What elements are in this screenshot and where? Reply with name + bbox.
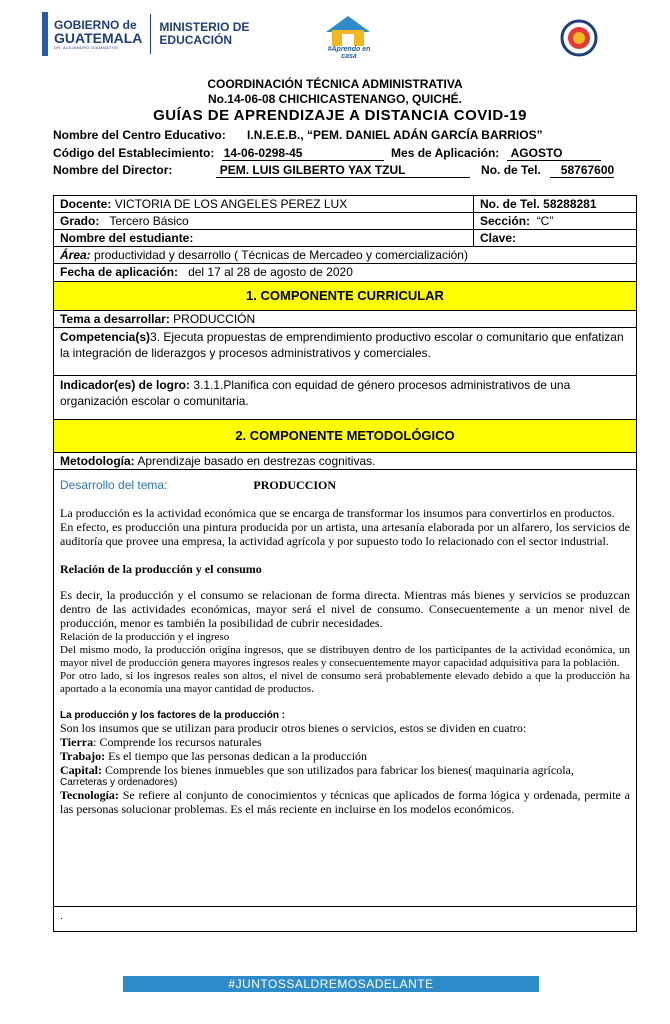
competencia-label: Competencia(s)	[60, 330, 151, 344]
tema-value: PRODUCCIÓN	[173, 312, 256, 326]
director-tel-label: No. de Tel.	[481, 163, 541, 177]
guide-table	[53, 195, 637, 932]
competencia-row	[54, 328, 636, 376]
grado-label: Grado:	[60, 214, 100, 228]
componente-curricular-header: 1. COMPONENTE CURRICULAR	[54, 282, 636, 311]
director-value: PEM. LUIS GILBERTO YAX TZUL	[216, 163, 470, 178]
desarrollo-label: Desarrollo del tema:	[60, 478, 168, 492]
tecnologia-line	[60, 788, 630, 816]
paragraph-4: Del mismo modo, la producción origina ingresos, que se distribuyen dentro de los participantes de la actividad económica, un mayor nivel de producción genera mayores ingresos reales y consecuentemente mayor capacidad adquisitiva para la población.	[60, 644, 630, 669]
dot: .	[60, 911, 63, 922]
empty-row	[54, 907, 636, 931]
paragraph-3: Es decir, la producción y el consumo se relacionan de forma directa. Mientras más bienes y servicios se produzcan dentro de las actividades económicas, mayor será el nivel de consumo. Consecuentemente a un menor nivel de producción, menor es también la posibilidad de cubrir necesidades.	[60, 588, 630, 630]
capital-value: Comprende los bienes inmuebles que son utilizados para fabricar los bienes( maquinaria agrícola,	[102, 763, 574, 777]
grado-value: Tercero Básico	[109, 214, 189, 228]
docente-label: Docente:	[60, 197, 112, 211]
gov-line2: GUATEMALA	[54, 29, 143, 46]
trabajo-value: Es el tiempo que las personas dedican a la producción	[105, 749, 368, 763]
content-heading: PRODUCCION	[253, 478, 337, 492]
estudiante-row	[54, 230, 636, 247]
logo-separator	[150, 14, 151, 54]
capital-label: Capital:	[60, 763, 102, 777]
tecnologia-value: Se refiere al conjunto de conocimientos y técnicas que aplicados de forma lógica y ordenada, permite a las personas solucionar problemas. Es el más reciente en incluirse en los modelos económicos.	[60, 788, 630, 816]
director-tel-value: 58767600	[550, 163, 614, 178]
docente-value: VICTORIA DE LOS ANGELES PEREZ LUX	[114, 197, 348, 211]
footer-banner: #JUNTOSSALDREMOSADELANTE	[123, 976, 539, 992]
subheading-ingreso: Relación de la producción y el ingreso	[60, 631, 230, 643]
doc-tel-label: No. de Tel.	[480, 197, 540, 211]
subheading-consumo: Relación de la producción y el consumo	[60, 562, 262, 576]
capital-line	[60, 763, 630, 777]
aprendo-en-casa-logo	[320, 14, 376, 62]
indicador-row	[54, 376, 636, 420]
docente-row	[54, 196, 636, 213]
metodologia-value: Aprendizaje basado en destrezas cognitivas.	[137, 454, 376, 468]
tema-row	[54, 311, 636, 328]
fecha-label: Fecha de aplicación:	[60, 265, 179, 279]
gobierno-logo	[42, 12, 249, 56]
tierra-value: : Comprende los recursos naturales	[93, 735, 262, 749]
tema-label: Tema a desarrollar:	[60, 312, 170, 326]
metodologia-row	[54, 453, 636, 470]
tecnologia-label: Tecnología:	[60, 788, 119, 802]
grado-row	[54, 213, 636, 230]
title-coordinacion: COORDINACIÓN TÉCNICA ADMINISTRATIVA	[207, 77, 463, 91]
school-seal-icon	[560, 18, 598, 58]
metodologia-label: Metodología:	[60, 454, 135, 468]
fecha-value: del 17 al 28 de agosto de 2020	[188, 265, 353, 279]
estudiante-label: Nombre del estudiante:	[60, 231, 194, 245]
centro-row	[53, 128, 543, 142]
codigo-row	[53, 146, 601, 161]
centro-label: Nombre del Centro Educativo:	[53, 128, 226, 142]
centro-value: I.N.E.E.B., “PEM. DANIEL ADÁN GARCÍA BARRIOS”	[247, 128, 543, 142]
content-area	[54, 470, 636, 907]
area-row	[54, 247, 636, 264]
director-row	[53, 163, 614, 178]
indicador-label: Indicador(es) de logro:	[60, 378, 191, 392]
title-guias: GUÍAS DE APRENDIZAJE A DISTANCIA COVID-19	[153, 107, 527, 124]
indicador-value: 3.1.1.Planifica con equidad de género procesos administrativos de una organización escolar o comunitaria.	[60, 378, 571, 408]
doc-tel-value: 58288281	[543, 197, 597, 211]
paragraph-1: La producción es la actividad económica que se encarga de transformar los insumos para convertirlos en productos.	[60, 506, 615, 520]
seccion-value: “C”	[536, 214, 554, 228]
gov-line1: GOBIERNO de	[54, 17, 137, 32]
tierra-line	[60, 735, 630, 749]
mes-value: AGOSTO	[507, 146, 601, 161]
tierra-label: Tierra	[60, 735, 94, 749]
paragraph-2: En efecto, es producción una pintura producida por un artista, una artesanía elaborada por un alfarero, los servicios de auditoría que provee una empresa, la actividad agrícola y por supuesto todo lo relacionado con el sector industrial.	[60, 520, 630, 548]
paragraph-6: Son los insumos que se utilizan para producir otros bienes o servicios, estos se dividen en cuatro:	[60, 721, 527, 735]
trabajo-label: Trabajo:	[60, 749, 106, 763]
gov-logo-bar	[42, 12, 48, 56]
competencia-value: 3. Ejecuta propuestas de emprendimiento productivo escolar o comunitario que enfatizan la integración de liderazgos y procesos administrativos y comerciales.	[60, 330, 624, 360]
ministry-line2: EDUCACIÓN	[159, 33, 233, 47]
title-numero: No.14-06-08 CHICHICASTENANGO, QUICHÉ.	[207, 92, 463, 106]
capital-extra: Carreteras y ordenadores)	[60, 777, 178, 788]
paragraph-5: Por otro lado, si los ingresos reales son altos, el nivel de consumo será probablemente elevado debido a que la producción ha aportado a la economía una mayor cantidad de productos.	[60, 670, 630, 695]
clave-label: Clave:	[480, 231, 517, 245]
area-label: Área:	[60, 248, 91, 262]
codigo-value: 14-06-0298-45	[222, 146, 384, 161]
gov-sub: DR. ALEJANDRO GIAMMATTEI	[54, 44, 119, 50]
ministry-line1: MINISTERIO DE	[159, 20, 250, 34]
trabajo-line	[60, 749, 630, 763]
fecha-row	[54, 264, 636, 282]
area-value: productividad y desarrollo ( Técnicas de Mercadeo y comercialización)	[94, 248, 468, 262]
componente-metodologico-header: 2. COMPONENTE METODOLÓGICO	[54, 420, 636, 453]
mes-label: Mes de Aplicación:	[391, 146, 500, 160]
director-label: Nombre del Director:	[53, 163, 173, 177]
aprendo-text: #Aprendo en casa	[327, 46, 371, 60]
seccion-label: Sección:	[480, 214, 531, 228]
subheading-factores: La producción y los factores de la producción :	[60, 710, 286, 721]
codigo-label: Código del Establecimiento:	[53, 146, 215, 160]
